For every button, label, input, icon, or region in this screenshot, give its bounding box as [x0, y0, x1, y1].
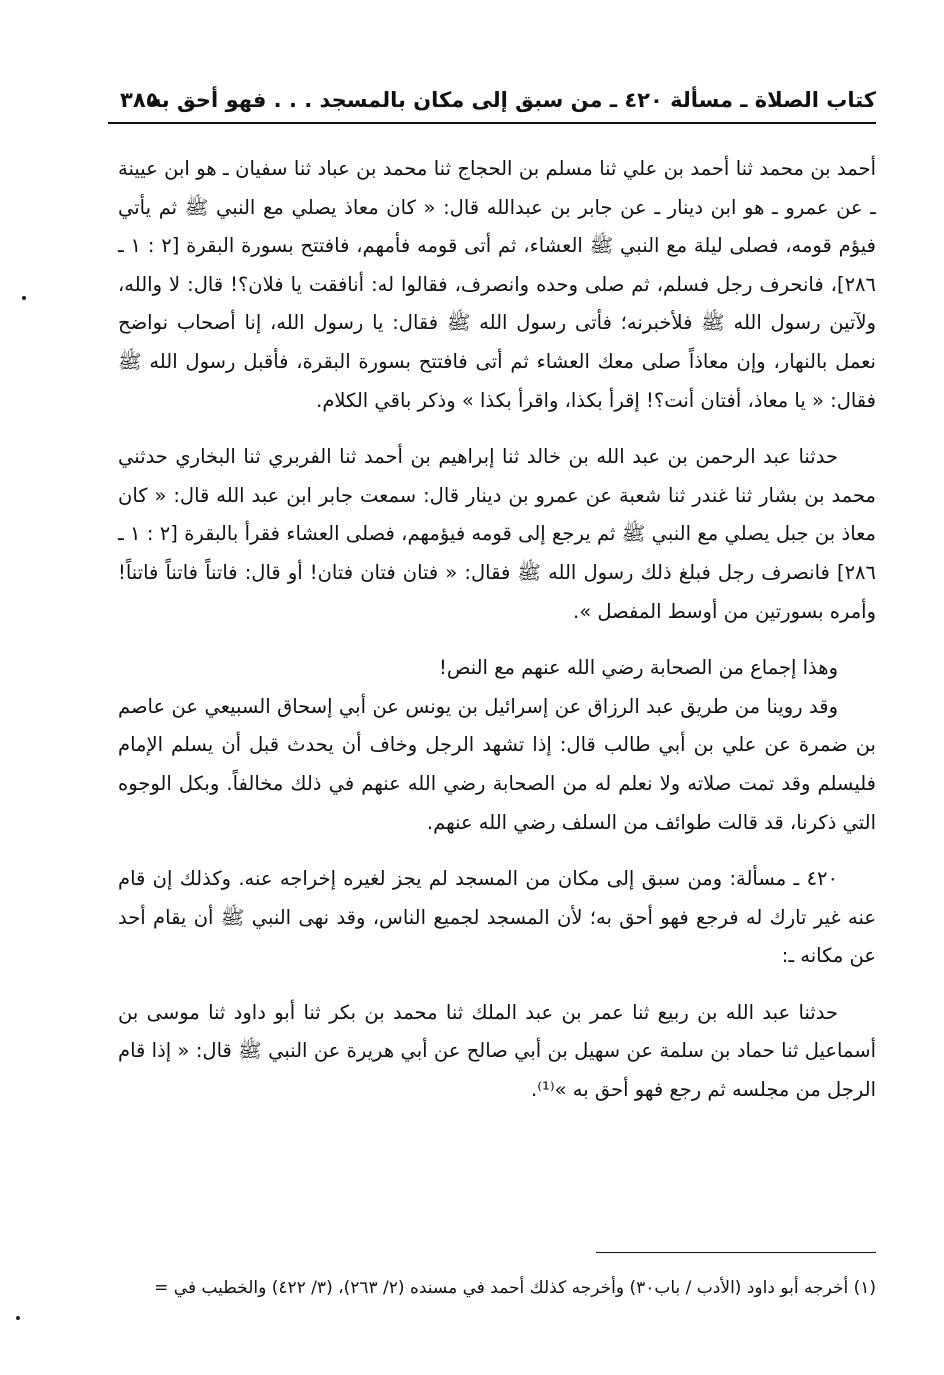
footnote-divider: [596, 1252, 876, 1253]
consensus-paragraph: وهذا إجماع من الصحابة رضي الله عنهم مع النص!: [439, 656, 838, 680]
main-text: [118, 150, 876, 1110]
hadith-paragraph-3: حدثنا عبد الله بن ربيع ثنا عمر بن عبد الملك ثنا محمد بن بكر ثنا أبو داود ثنا موسى بن أسماعيل ثنا حماد بن سلمة عن سهيل بن أبي صالح عن أبي هريرة عن النبي ﷺ قال: « إذا قام الرجل من مجلسه ثم رجع فهو أحق به »⁽¹⁾.: [118, 1000, 876, 1102]
header-title: كتاب الصلاة ـ مسألة ٤٢٠ ـ من سبق إلى مكان بالمسجد . . . فهو أحق به: [149, 88, 876, 112]
hadith-paragraph-2: حدثنا عبد الرحمن بن عبد الله بن خالد ثنا إبراهيم بن أحمد ثنا الفربري ثنا البخاري حدثني محمد بن بشار ثنا غندر ثنا شعبة عن عمرو بن دينار قال: سمعت جابر ابن عبد الله قال: « كان معاذ بن جبل يصلي مع النبي ﷺ ثم يرجع إلى قومه فيؤمهم، فصلى العشاء فقرأ بالبقرة [٢ : ١ ـ ٢٨٦] فانصرف رجل فبلغ ذلك رسول الله ﷺ فقال: « فتان فتان فتان! أو قال: فاتناً فاتناً فاتناً! وأمره بسورتين من أوسط المفصل ».: [118, 445, 876, 623]
hadith-paragraph-1: أحمد بن محمد ثنا أحمد بن علي ثنا مسلم بن الحجاج ثنا محمد بن عباد ثنا سفيان ـ هو ابن عيينة ـ عن عمرو ـ هو ابن دينار ـ عن جابر بن عبدالله قال: « كان معاذ يصلي مع النبي ﷺ ثم يأتي فيؤم قومه، فصلى ليلة مع النبي ﷺ العشاء، ثم أتى قومه فأمهم، فافتتح بسورة البقرة [٢ : ١ ـ ٢٨٦]، فانحرف رجل فسلم، ثم صلى وحده وانصرف، فقالوا له: أنافقت يا فلان؟! قال: لا والله، ولآتين رسول الله ﷺ فلأخبرنه؛ فأتى رسول الله ﷺ فقال: يا رسول الله، إنا أصحاب نواضح نعمل بالنهار، وإن معاذاً صلى معك العشاء ثم أتى فافتتح بسورة البقرة، فأقبل رسول الله ﷺ فقال: « يا معاذ، أفتان أنت؟! إقرأ بكذا، واقرأ بكذا » وذكر باقي الكلام.: [118, 157, 877, 412]
narration-paragraph: وقد روينا من طريق عبد الرزاق عن إسرائيل بن يونس عن أبي إسحاق السبيعي عن عاصم بن ضمرة عن علي بن أبي طالب قال: إذا تشهد الرجل وخاف أن يحدث قبل أن يسلم الإمام فليسلم وقد تمت صلاته ولا نعلم له من الصحابة رضي الله عنهم في ذلك مخالفاً. وبكل الوجوه التي ذكرنا، قد قالت طوائف من السلف رضي الله عنهم.: [118, 694, 876, 834]
running-header: [108, 82, 876, 124]
scan-speck: [22, 296, 26, 300]
page-number: ٣٨٥: [120, 88, 159, 112]
issue-420-paragraph: ٤٢٠ ـ مسألة: ومن سبق إلى مكان من المسجد لم يجز لغيره إخراجه عنه. وكذلك إن قام عنه غير تارك له فرجع فهو أحق به؛ لأن المسجد لجميع الناس، وقد نهى النبي ﷺ أن يقام أحد عن مكانه ـ:: [118, 867, 876, 968]
scan-speck: [16, 1316, 20, 1320]
footnote-1: (١) أخرجه أبو داود (الأدب / باب٣٠) وأخرجه كذلك أحمد في مسنده (٢/ ٢٦٣)، (٣/ ٤٢٢) والخطيب في =: [154, 1278, 876, 1298]
